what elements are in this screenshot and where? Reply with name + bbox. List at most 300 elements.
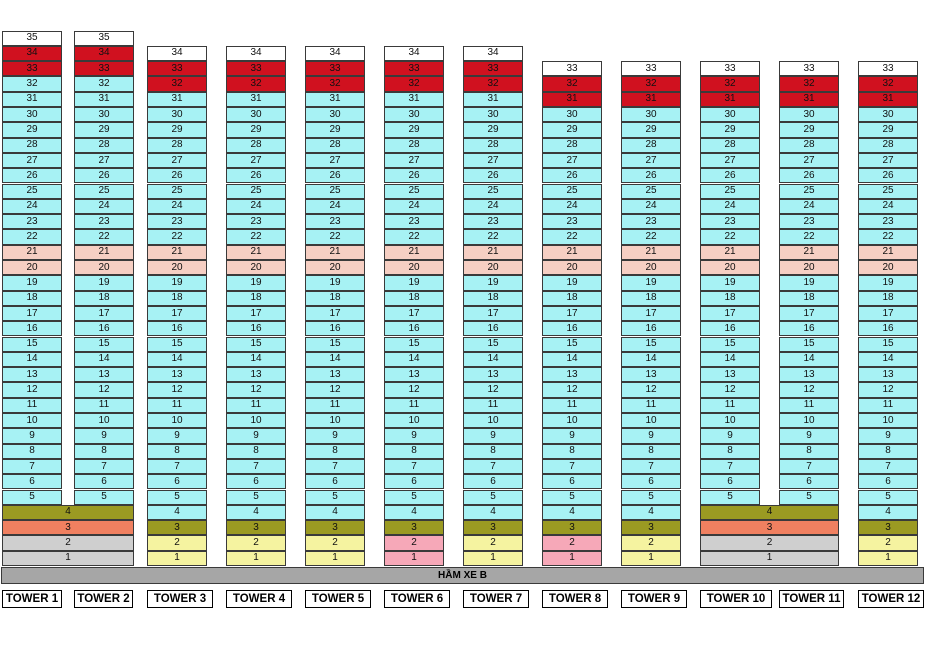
floor-cell: 15	[621, 337, 681, 352]
floor-cell: 16	[147, 321, 207, 336]
floor-cell: 9	[858, 428, 918, 443]
floor-cell: 34	[2, 46, 62, 61]
floor-cell: 26	[147, 168, 207, 183]
floor-cell: 3	[621, 520, 681, 535]
floor-cell: 21	[858, 245, 918, 260]
floor-cell: 16	[384, 321, 444, 336]
floor-cell: 7	[147, 459, 207, 474]
tower-label: TOWER 12	[858, 590, 924, 608]
floor-cell: 31	[226, 92, 286, 107]
floor-cell: 6	[2, 474, 62, 489]
floor-cell: 19	[700, 275, 760, 290]
floor-cell: 19	[384, 275, 444, 290]
floor-cell: 20	[147, 260, 207, 275]
floor-cell: 28	[700, 138, 760, 153]
floor-cell: 14	[858, 352, 918, 367]
floor-cell: 9	[463, 428, 523, 443]
floor-cell: 14	[779, 352, 839, 367]
tower-label: TOWER 5	[305, 590, 371, 608]
floor-cell: 28	[384, 138, 444, 153]
floor-cell: 6	[542, 474, 602, 489]
floor-cell: 8	[779, 444, 839, 459]
floor-cell: 5	[542, 490, 602, 505]
floor-cell: 17	[305, 306, 365, 321]
floor-cell: 4	[147, 505, 207, 520]
floor-cell: 17	[700, 306, 760, 321]
floor-cell: 23	[226, 214, 286, 229]
floor-cell: 4	[621, 505, 681, 520]
floor-cell: 5	[463, 490, 523, 505]
floor-cell: 21	[384, 245, 444, 260]
basement-label: HẦM XE B	[438, 570, 487, 581]
floor-cell: 25	[463, 184, 523, 199]
floor-cell: 34	[384, 46, 444, 61]
floor-cell: 4	[858, 505, 918, 520]
floor-cell: 25	[384, 184, 444, 199]
floor-cell: 1	[700, 551, 839, 566]
floor-cell: 27	[621, 153, 681, 168]
floor-cell: 6	[147, 474, 207, 489]
floor-cell: 18	[305, 291, 365, 306]
floor-cell: 17	[858, 306, 918, 321]
tower-label: TOWER 7	[463, 590, 529, 608]
floor-cell: 24	[700, 199, 760, 214]
floor-cell: 19	[305, 275, 365, 290]
floor-cell: 29	[226, 122, 286, 137]
floor-cell: 30	[858, 107, 918, 122]
floor-cell: 18	[74, 291, 134, 306]
floor-cell: 7	[226, 459, 286, 474]
floor-cell: 16	[858, 321, 918, 336]
floor-cell: 2	[463, 535, 523, 550]
floor-cell: 18	[463, 291, 523, 306]
floor-cell: 8	[858, 444, 918, 459]
floor-cell: 33	[74, 61, 134, 76]
floor-cell: 2	[384, 535, 444, 550]
floor-cell: 34	[147, 46, 207, 61]
floor-cell: 32	[779, 76, 839, 91]
floor-cell: 21	[74, 245, 134, 260]
floor-cell: 24	[779, 199, 839, 214]
floor-cell: 15	[779, 337, 839, 352]
floor-cell: 11	[2, 398, 62, 413]
floor-cell: 4	[542, 505, 602, 520]
floor-cell: 3	[147, 520, 207, 535]
floor-cell: 2	[147, 535, 207, 550]
floor-cell: 12	[779, 382, 839, 397]
floor-cell: 28	[779, 138, 839, 153]
floor-cell: 15	[858, 337, 918, 352]
floor-cell: 12	[858, 382, 918, 397]
floor-cell: 32	[147, 76, 207, 91]
floor-cell: 15	[384, 337, 444, 352]
floor-cell: 29	[858, 122, 918, 137]
floor-cell: 25	[147, 184, 207, 199]
floor-cell: 6	[305, 474, 365, 489]
floor-cell: 20	[226, 260, 286, 275]
floor-cell: 5	[226, 490, 286, 505]
floor-cell: 14	[2, 352, 62, 367]
floor-cell: 11	[542, 398, 602, 413]
floor-cell: 28	[463, 138, 523, 153]
floor-cell: 26	[700, 168, 760, 183]
floor-cell: 34	[74, 46, 134, 61]
floor-cell: 34	[305, 46, 365, 61]
floor-cell: 10	[147, 413, 207, 428]
floor-cell: 28	[621, 138, 681, 153]
floor-cell: 18	[858, 291, 918, 306]
tower-label: TOWER 4	[226, 590, 292, 608]
floor-cell: 22	[463, 229, 523, 244]
floor-cell: 24	[226, 199, 286, 214]
floor-cell: 25	[779, 184, 839, 199]
floor-cell: 3	[858, 520, 918, 535]
floor-cell: 21	[542, 245, 602, 260]
floor-cell: 20	[305, 260, 365, 275]
floor-cell: 14	[621, 352, 681, 367]
floor-cell: 19	[74, 275, 134, 290]
floor-cell: 13	[700, 367, 760, 382]
floor-cell: 31	[858, 92, 918, 107]
floor-cell: 33	[700, 61, 760, 76]
floor-cell: 15	[463, 337, 523, 352]
floor-cell: 4	[226, 505, 286, 520]
floor-cell: 8	[463, 444, 523, 459]
floor-cell: 15	[226, 337, 286, 352]
floor-cell: 3	[226, 520, 286, 535]
floor-cell: 7	[384, 459, 444, 474]
floor-cell: 9	[147, 428, 207, 443]
floor-cell: 25	[542, 184, 602, 199]
floor-cell: 5	[147, 490, 207, 505]
floor-cell: 13	[147, 367, 207, 382]
floor-cell: 23	[700, 214, 760, 229]
floor-cell: 29	[2, 122, 62, 137]
floor-cell: 26	[305, 168, 365, 183]
floor-cell: 10	[858, 413, 918, 428]
floor-cell: 13	[2, 367, 62, 382]
floor-cell: 9	[621, 428, 681, 443]
floor-cell: 25	[74, 184, 134, 199]
floor-cell: 24	[147, 199, 207, 214]
floor-cell: 26	[74, 168, 134, 183]
floor-cell: 24	[621, 199, 681, 214]
floor-cell: 20	[700, 260, 760, 275]
floor-cell: 14	[147, 352, 207, 367]
floor-cell: 29	[463, 122, 523, 137]
floor-cell: 14	[226, 352, 286, 367]
floor-cell: 32	[621, 76, 681, 91]
floor-cell: 7	[700, 459, 760, 474]
floor-cell: 26	[2, 168, 62, 183]
floor-cell: 24	[858, 199, 918, 214]
basement-bar	[1, 567, 924, 584]
floor-cell: 21	[305, 245, 365, 260]
floor-cell: 8	[621, 444, 681, 459]
floor-cell: 33	[384, 61, 444, 76]
floor-cell: 16	[74, 321, 134, 336]
floor-cell: 23	[2, 214, 62, 229]
floor-cell: 24	[542, 199, 602, 214]
floor-cell: 5	[2, 490, 62, 505]
floor-cell: 1	[384, 551, 444, 566]
floor-cell: 12	[147, 382, 207, 397]
floor-cell: 16	[463, 321, 523, 336]
floor-cell: 12	[305, 382, 365, 397]
floor-cell: 5	[700, 490, 760, 505]
tower-label: TOWER 3	[147, 590, 213, 608]
floor-cell: 27	[2, 153, 62, 168]
floor-cell: 2	[700, 535, 839, 550]
floor-cell: 29	[305, 122, 365, 137]
floor-cell: 10	[700, 413, 760, 428]
floor-cell: 26	[463, 168, 523, 183]
floor-cell: 26	[779, 168, 839, 183]
floor-cell: 32	[858, 76, 918, 91]
floor-cell: 17	[384, 306, 444, 321]
floor-cell: 9	[74, 428, 134, 443]
floor-cell: 7	[74, 459, 134, 474]
floor-cell: 25	[305, 184, 365, 199]
floor-cell: 14	[542, 352, 602, 367]
floor-cell: 12	[463, 382, 523, 397]
floor-cell: 1	[858, 551, 918, 566]
floor-cell: 9	[779, 428, 839, 443]
floor-cell: 30	[384, 107, 444, 122]
floor-cell: 26	[621, 168, 681, 183]
tower-label: TOWER 1	[2, 590, 62, 608]
floor-cell: 17	[621, 306, 681, 321]
floor-cell: 25	[858, 184, 918, 199]
floor-cell: 13	[384, 367, 444, 382]
floor-cell: 3	[384, 520, 444, 535]
floor-cell: 10	[542, 413, 602, 428]
floor-cell: 7	[779, 459, 839, 474]
floor-cell: 5	[305, 490, 365, 505]
floor-cell: 16	[779, 321, 839, 336]
floor-cell: 29	[147, 122, 207, 137]
floor-cell: 24	[384, 199, 444, 214]
floor-cell: 3	[700, 520, 839, 535]
floor-cell: 19	[779, 275, 839, 290]
floor-cell: 35	[74, 31, 134, 46]
floor-cell: 30	[779, 107, 839, 122]
floor-cell: 12	[384, 382, 444, 397]
floor-cell: 21	[226, 245, 286, 260]
floor-cell: 24	[2, 199, 62, 214]
floor-cell: 12	[226, 382, 286, 397]
floor-cell: 22	[384, 229, 444, 244]
floor-cell: 12	[700, 382, 760, 397]
floor-cell: 10	[463, 413, 523, 428]
floor-cell: 22	[858, 229, 918, 244]
floor-cell: 9	[226, 428, 286, 443]
floor-cell: 7	[621, 459, 681, 474]
floor-cell: 23	[147, 214, 207, 229]
floor-cell: 9	[305, 428, 365, 443]
floor-cell: 16	[621, 321, 681, 336]
floor-cell: 29	[74, 122, 134, 137]
floor-cell: 24	[305, 199, 365, 214]
floor-cell: 22	[542, 229, 602, 244]
floor-cell: 33	[147, 61, 207, 76]
floor-cell: 19	[463, 275, 523, 290]
floor-cell: 16	[226, 321, 286, 336]
floor-cell: 21	[2, 245, 62, 260]
floor-cell: 8	[226, 444, 286, 459]
floor-cell: 12	[542, 382, 602, 397]
floor-cell: 33	[779, 61, 839, 76]
floor-cell: 31	[621, 92, 681, 107]
floor-cell: 26	[384, 168, 444, 183]
tower-label: TOWER 11	[779, 590, 844, 608]
floor-cell: 5	[74, 490, 134, 505]
floor-cell: 27	[542, 153, 602, 168]
floor-cell: 19	[147, 275, 207, 290]
floor-cell: 22	[2, 229, 62, 244]
floor-cell: 28	[305, 138, 365, 153]
floor-cell: 4	[700, 505, 839, 520]
floor-cell: 5	[858, 490, 918, 505]
floor-cell: 10	[305, 413, 365, 428]
floor-cell: 10	[779, 413, 839, 428]
floor-cell: 6	[858, 474, 918, 489]
floor-cell: 13	[463, 367, 523, 382]
floor-cell: 28	[74, 138, 134, 153]
floor-cell: 18	[384, 291, 444, 306]
floor-cell: 3	[2, 520, 134, 535]
floor-cell: 22	[779, 229, 839, 244]
floor-cell: 23	[621, 214, 681, 229]
floor-cell: 7	[2, 459, 62, 474]
floor-cell: 9	[384, 428, 444, 443]
floor-cell: 15	[542, 337, 602, 352]
floor-cell: 26	[226, 168, 286, 183]
floor-cell: 26	[542, 168, 602, 183]
floor-cell: 20	[463, 260, 523, 275]
floor-cell: 17	[779, 306, 839, 321]
floor-cell: 20	[858, 260, 918, 275]
floor-cell: 30	[700, 107, 760, 122]
floor-cell: 23	[858, 214, 918, 229]
floor-cell: 1	[305, 551, 365, 566]
floor-cell: 19	[621, 275, 681, 290]
floor-cell: 5	[384, 490, 444, 505]
floor-cell: 15	[74, 337, 134, 352]
floor-cell: 15	[2, 337, 62, 352]
floor-cell: 6	[700, 474, 760, 489]
floor-cell: 11	[463, 398, 523, 413]
floor-cell: 18	[700, 291, 760, 306]
floor-cell: 23	[305, 214, 365, 229]
floor-cell: 30	[2, 107, 62, 122]
floor-cell: 25	[2, 184, 62, 199]
floor-cell: 21	[779, 245, 839, 260]
floor-cell: 13	[779, 367, 839, 382]
floor-cell: 18	[2, 291, 62, 306]
floor-cell: 32	[384, 76, 444, 91]
floor-cell: 20	[621, 260, 681, 275]
floor-cell: 11	[147, 398, 207, 413]
floor-cell: 21	[463, 245, 523, 260]
floor-cell: 19	[542, 275, 602, 290]
tower-label: TOWER 8	[542, 590, 608, 608]
floor-cell: 11	[621, 398, 681, 413]
floor-cell: 18	[542, 291, 602, 306]
floor-cell: 30	[226, 107, 286, 122]
floor-cell: 14	[384, 352, 444, 367]
floor-cell: 8	[305, 444, 365, 459]
floor-cell: 23	[463, 214, 523, 229]
floor-cell: 16	[305, 321, 365, 336]
floor-cell: 31	[384, 92, 444, 107]
floor-cell: 8	[147, 444, 207, 459]
floor-cell: 7	[463, 459, 523, 474]
floor-cell: 31	[74, 92, 134, 107]
floor-cell: 23	[542, 214, 602, 229]
floor-cell: 33	[2, 61, 62, 76]
floor-cell: 28	[226, 138, 286, 153]
floor-cell: 20	[2, 260, 62, 275]
floor-cell: 23	[779, 214, 839, 229]
floor-cell: 22	[621, 229, 681, 244]
floor-cell: 6	[463, 474, 523, 489]
floor-cell: 11	[74, 398, 134, 413]
floor-cell: 6	[779, 474, 839, 489]
floor-cell: 23	[384, 214, 444, 229]
floor-cell: 28	[147, 138, 207, 153]
floor-cell: 5	[779, 490, 839, 505]
floor-cell: 13	[621, 367, 681, 382]
floor-cell: 2	[542, 535, 602, 550]
floor-cell: 10	[226, 413, 286, 428]
floor-cell: 7	[305, 459, 365, 474]
floor-cell: 11	[700, 398, 760, 413]
floor-cell: 8	[384, 444, 444, 459]
floor-cell: 9	[542, 428, 602, 443]
floor-cell: 8	[700, 444, 760, 459]
floor-cell: 8	[542, 444, 602, 459]
floor-cell: 27	[700, 153, 760, 168]
floor-cell: 21	[147, 245, 207, 260]
floor-cell: 31	[2, 92, 62, 107]
floor-cell: 34	[226, 46, 286, 61]
floor-cell: 16	[700, 321, 760, 336]
floor-cell: 22	[700, 229, 760, 244]
floor-cell: 2	[305, 535, 365, 550]
floor-cell: 12	[2, 382, 62, 397]
floor-cell: 30	[74, 107, 134, 122]
floor-cell: 34	[463, 46, 523, 61]
floor-cell: 26	[858, 168, 918, 183]
floor-cell: 35	[2, 31, 62, 46]
floor-cell: 11	[858, 398, 918, 413]
floor-cell: 27	[463, 153, 523, 168]
floor-cell: 17	[147, 306, 207, 321]
floor-cell: 7	[542, 459, 602, 474]
floor-cell: 21	[700, 245, 760, 260]
floor-cell: 32	[74, 76, 134, 91]
floor-cell: 14	[463, 352, 523, 367]
floor-cell: 27	[226, 153, 286, 168]
floor-cell: 18	[147, 291, 207, 306]
floor-cell: 1	[226, 551, 286, 566]
floor-cell: 33	[542, 61, 602, 76]
floor-cell: 10	[74, 413, 134, 428]
floor-cell: 9	[700, 428, 760, 443]
floor-cell: 15	[147, 337, 207, 352]
floor-cell: 33	[305, 61, 365, 76]
